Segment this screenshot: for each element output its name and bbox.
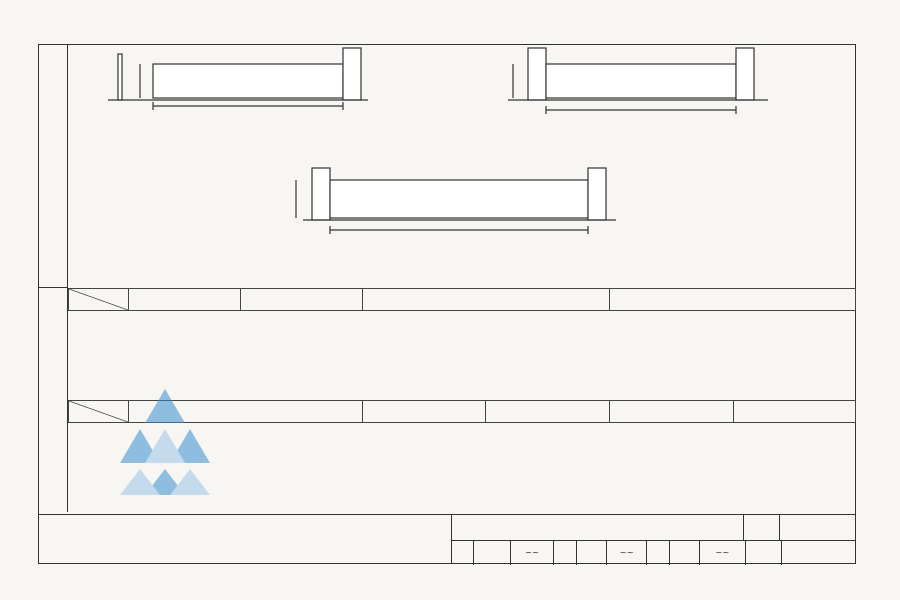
signature-row: [452, 541, 856, 565]
watermark-logo-icon: [110, 385, 220, 495]
table2-width-header: [362, 401, 486, 423]
designer-signature: ~~: [700, 541, 746, 565]
atlas-number: [780, 515, 856, 541]
check-label: [554, 541, 576, 565]
table1-width-header: [128, 289, 240, 311]
gate-panel-1: [153, 64, 343, 98]
checker-signature: ~~: [607, 541, 647, 565]
table2-width-header: [610, 401, 734, 423]
atlas-label: [744, 515, 780, 541]
designer-name: [670, 541, 700, 565]
notes-box: [38, 514, 452, 564]
table2-width-header: [486, 401, 610, 423]
table2-width-header: [734, 401, 856, 423]
gate-diagrams: [68, 44, 856, 288]
checker-name: [577, 541, 607, 565]
table1-width-header: [610, 289, 856, 311]
design-label: [647, 541, 669, 565]
table1-width-header: [362, 289, 610, 311]
reviewer-signature: ~~: [511, 541, 555, 565]
drawing-title: [452, 515, 744, 541]
table1-corner: [69, 289, 129, 311]
reviewer-name: [474, 541, 510, 565]
page-number: [782, 541, 856, 565]
table1-width-header: [240, 289, 362, 311]
selection-table-1: [68, 288, 856, 311]
review-label: [452, 541, 474, 565]
chapter-sidebar: [858, 22, 900, 582]
page-label: [746, 541, 782, 565]
selection-label-cell: [38, 288, 68, 512]
title-block: [452, 514, 856, 564]
schematic-label-cell: [38, 44, 68, 288]
